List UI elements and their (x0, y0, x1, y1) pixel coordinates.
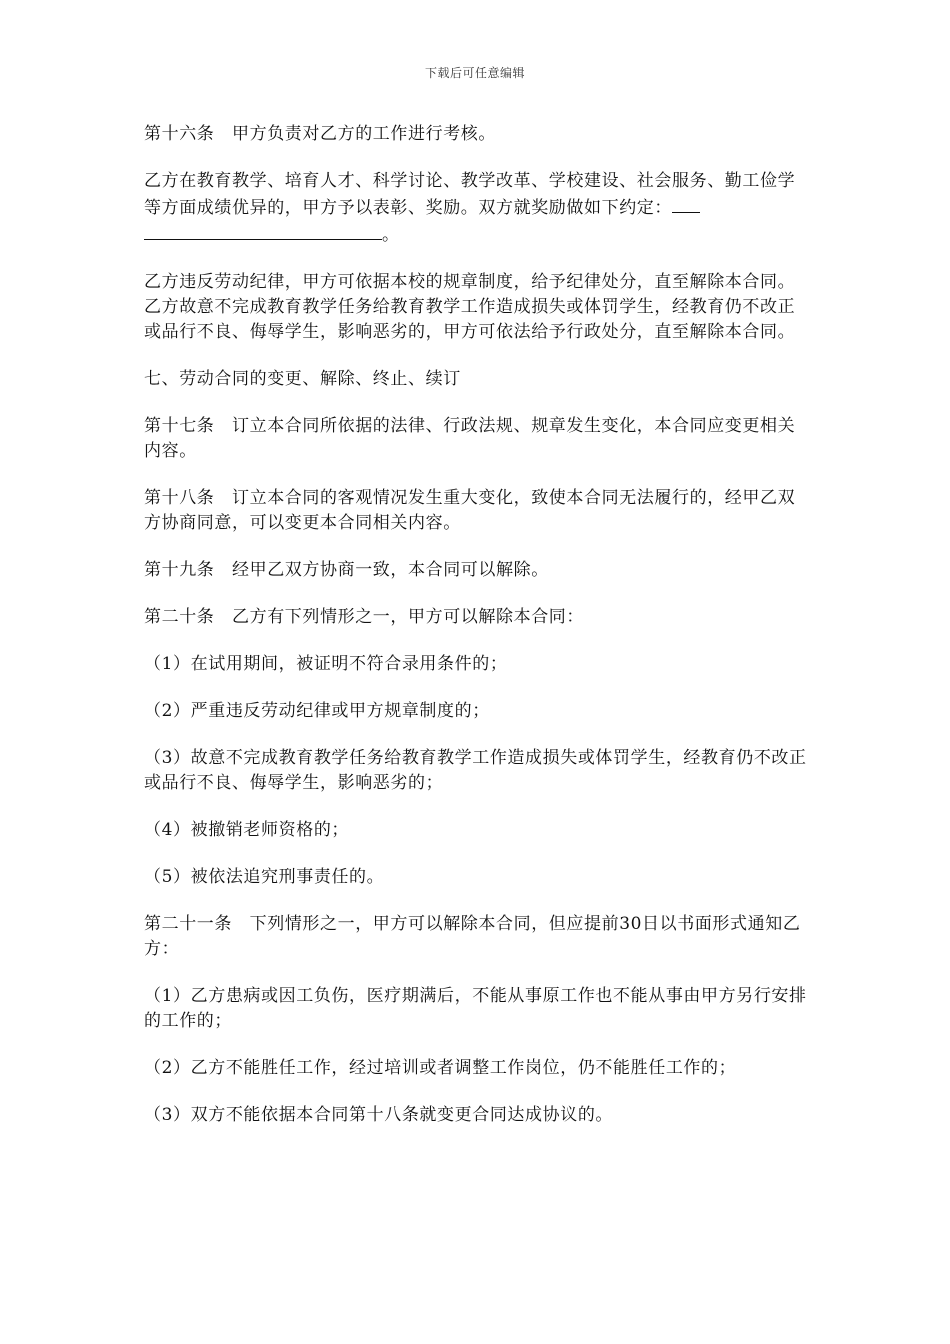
article-16: 第十六条 甲方负责对乙方的工作进行考核。 (144, 124, 496, 144)
article-21-item-1: （1）乙方患病或因工负伤，医疗期满后，不能从事原工作也不能从事由甲方另行安排的工作的； (144, 986, 807, 1031)
article-18: 第十八条 订立本合同的客观情况发生重大变化，致使本合同无法履行的，经甲乙双方协商同意，可以变更本合同相关内容。 (144, 488, 796, 533)
article-20-item-5: （5）被依法追究刑事责任的。 (144, 867, 385, 887)
fill-in-blank-line[interactable] (672, 194, 700, 213)
reward-clause-text: 乙方在教育教学、培育人才、科学讨论、教学改革、学校建设、社会服务、勤工俭学等方面成绩优异的，甲方予以表彰、奖励。双方就奖励做如下约定： (144, 171, 796, 218)
article-21-item-2: （2）乙方不能胜任工作，经过培训或者调整工作岗位，仍不能胜任工作的； (144, 1058, 737, 1078)
article-20: 第二十条 乙方有下列情形之一，甲方可以解除本合同： (144, 607, 584, 627)
section-heading-7: 七、劳动合同的变更、解除、终止、续订 (144, 369, 461, 389)
article-20-item-2: （2）严重违反劳动纪律或甲方规章制度的； (144, 701, 490, 721)
article-19: 第十九条 经甲乙双方协商一致，本合同可以解除。 (144, 560, 549, 580)
discipline-clause: 乙方违反劳动纪律，甲方可依据本校的规章制度，给予纪律处分，直至解除本合同。乙方故意不完成教育教学任务给教育教学工作造成损失或体罚学生，经教育仍不改正或品行不良、侮辱学生，影响恶劣的，甲方可依法给予行政处分，直至解除本合同。 (144, 272, 796, 342)
fill-in-blank-line-2[interactable] (144, 221, 382, 240)
page-header: 下载后可任意编辑 (424, 66, 525, 80)
document-body (144, 122, 812, 1150)
article-17: 第十七条 订立本合同所依据的法律、行政法规、规章发生变化，本合同应变更相关内容。 (144, 416, 796, 461)
reward-clause-end: 。 (382, 225, 400, 245)
article-20-item-4: （4）被撤销老师资格的； (144, 820, 350, 840)
article-21: 第二十一条 下列情形之一，甲方可以解除本合同，但应提前30日以书面形式通知乙方： (144, 914, 801, 959)
article-20-item-3: （3）故意不完成教育教学任务给教育教学工作造成损失或体罚学生，经教育仍不改正或品行不良、侮辱学生，影响恶劣的； (144, 748, 807, 793)
article-20-item-1: （1）在试用期间，被证明不符合录用条件的； (144, 654, 508, 674)
article-21-item-3: （3）双方不能依据本合同第十八条就变更合同达成协议的。 (144, 1105, 614, 1125)
reward-clause (144, 169, 812, 248)
